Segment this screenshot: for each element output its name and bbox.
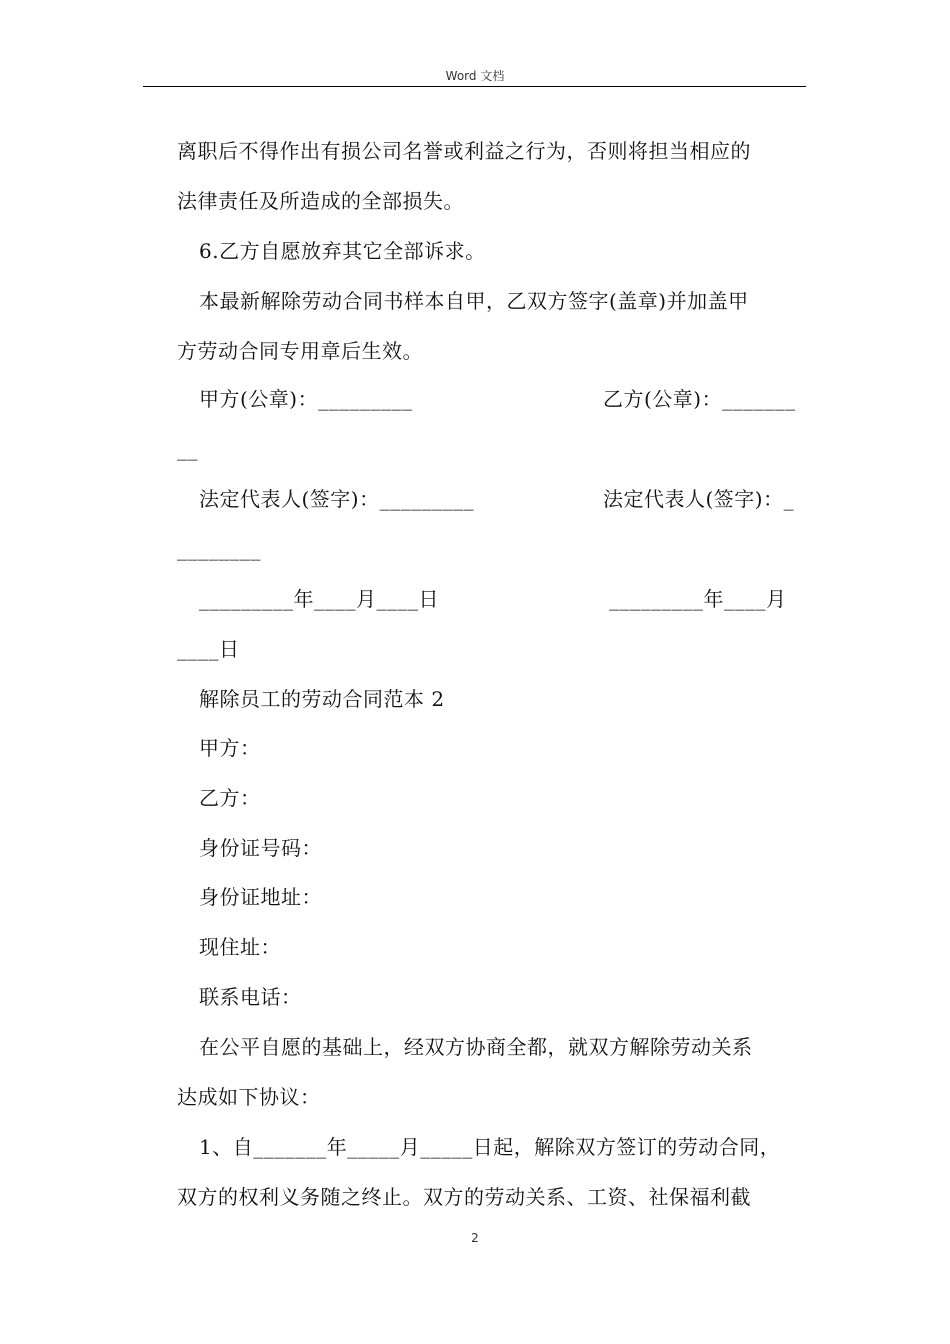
page-header-title: Word 文档	[445, 69, 505, 83]
paragraph-line: 法律责任及所造成的全部损失。	[177, 189, 464, 213]
paragraph-line: 6.乙方自愿放弃其它全部诉求。	[199, 239, 486, 263]
party-a-date-field: _________年____月____日	[199, 587, 439, 611]
paragraph-line: 在公平自愿的基础上，经双方协商全都，就双方解除劳动关系	[199, 1035, 753, 1059]
paragraph-line: 达成如下协议：	[177, 1085, 321, 1109]
current-address-label: 现住址：	[199, 935, 281, 959]
paragraph-line: 本最新解除劳动合同书样本自甲，乙双方签字(盖章)并加盖甲	[199, 289, 749, 313]
paragraph-line: 1、自_______年_____月_____日起，解除双方签订的劳动合同，	[199, 1135, 781, 1159]
party-a-label: 甲方：	[199, 736, 261, 760]
party-b-seal-field-continued: __	[177, 437, 198, 461]
party-b-date-field: _________年____月	[609, 587, 787, 611]
id-number-label: 身份证号码：	[199, 836, 322, 860]
paragraph-line: 双方的权利义务随之终止。双方的劳动关系、工资、社保福利截	[177, 1185, 751, 1209]
party-a-seal-field: 甲方(公章)：_________	[199, 387, 413, 411]
page-number: 2	[471, 1231, 479, 1245]
header-divider	[143, 86, 806, 87]
party-a-representative-field: 法定代表人(签字)：_________	[199, 487, 475, 511]
paragraph-line: 离职后不得作出有损公司名誉或利益之行为，否则将担当相应的	[177, 139, 751, 163]
party-b-seal-field: 乙方(公章)：_______	[603, 387, 796, 411]
party-b-representative-field-continued: ________	[177, 537, 261, 561]
id-address-label: 身份证地址：	[199, 885, 322, 909]
party-b-representative-field: 法定代表人(签字)：_	[603, 487, 795, 511]
phone-label: 联系电话：	[199, 985, 302, 1009]
paragraph-line: 方劳动合同专用章后生效。	[177, 339, 423, 363]
party-b-date-field-continued: ____日	[177, 637, 240, 661]
party-b-label: 乙方：	[199, 786, 261, 810]
section-title: 解除员工的劳动合同范本 2	[199, 687, 445, 711]
